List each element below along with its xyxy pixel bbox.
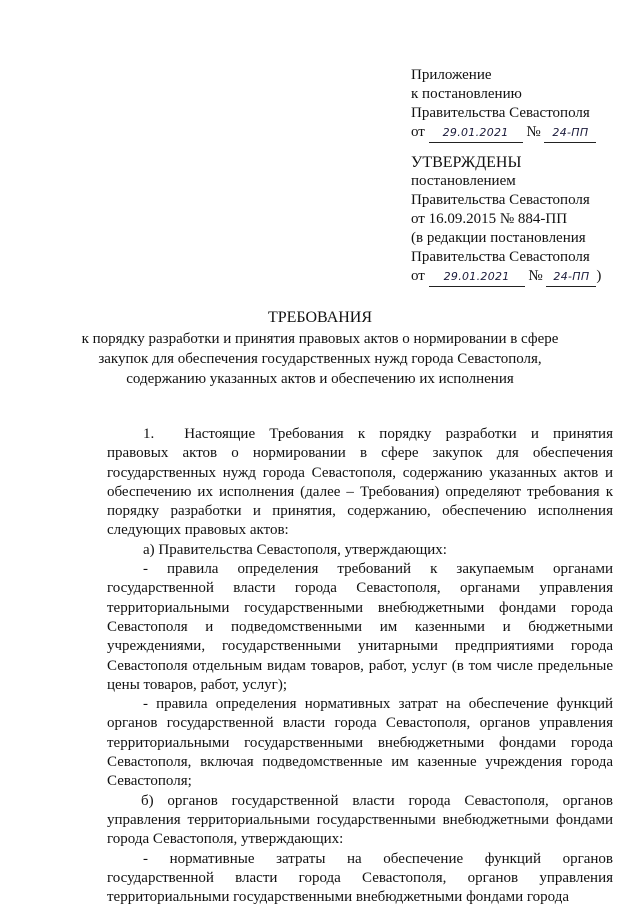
approved-heading: УТВЕРЖДЕНЫ (411, 154, 522, 171)
appendix-number-prefix: № (526, 124, 541, 140)
paragraph-6: - нормативные затраты на обеспечение функций органов государственной власти города Севастополя, органов управления территориальными государственными внебюджетными фондами города (107, 850, 613, 906)
approved-line-1: постановлением (411, 173, 516, 189)
appendix-number-value: 24-ПП (544, 123, 596, 143)
title-sub-3: содержанию указанных актов и обеспечению их исполнения (126, 371, 514, 387)
approved-closing-paren: ) (596, 268, 602, 284)
appendix-block (411, 66, 596, 143)
appendix-date-prefix: от (411, 124, 425, 140)
appendix-date-value: 29.01.2021 (429, 123, 523, 143)
title-sub-1: к порядку разработки и принятия правовых актов о нормировании в сфере (81, 331, 559, 347)
paragraph-1: 1. Настоящие Требования к порядку разработки и принятия правовых актов о нормировании в сфере закупок для обеспечения государственных нужд города Севастополя, содержанию указанных актов и обеспечению их исполнения (далее – Требования) определяют требования к порядку разработки и принятия, содержанию, обеспечению исполнения следующих правовых актов: (107, 426, 613, 539)
approved-date-prefix: от (411, 268, 425, 284)
appendix-date-line (411, 123, 596, 143)
appendix-line-1: Приложение (411, 67, 492, 83)
approved-date-value: 29.01.2021 (429, 267, 525, 287)
paragraph-3: - правила определения требований к закупаемым органами государственной власти города Севастополя, органами управления территориальными государственными внебюджетными фондами города Севастополя и подведомственными им казенными и бюджетными учреждениями, государственными унитарными предприятиями города Севастополя отдельным видам товаров, работ, услуг (в том числе предельные цены товаров, работ, услуг); (107, 561, 613, 693)
approved-line-3: от 16.09.2015 № 884-ПП (411, 211, 568, 227)
approved-line-5: Правительства Севастополя (411, 249, 590, 265)
document-body (107, 425, 613, 907)
appendix-line-2: к постановлению (411, 86, 522, 102)
title-sub-2: закупок для обеспечения государственных нужд города Севастополя, (98, 351, 542, 367)
appendix-line-3: Правительства Севастополя (411, 105, 590, 121)
paragraph-4: - правила определения нормативных затрат на обеспечение функций органов государственной власти города Севастополя, органов управления территориальными государственными внебюджетными фондами города Севастополя, включая подведомственные им казенные учреждения города Севастополя; (107, 696, 613, 790)
approved-line-2: Правительства Севастополя (411, 192, 590, 208)
paragraph-5: б) органов государственной власти города Севастополя, органов управления территориальными государственными внебюджетными фондами города Севастополя, утверждающих: (107, 792, 613, 848)
approved-line-4: (в редакции постановления (411, 230, 586, 246)
document-title (80, 308, 560, 389)
approved-date-line (411, 267, 601, 287)
title-main: ТРЕБОВАНИЯ (267, 309, 373, 326)
approved-block (411, 153, 601, 287)
paragraph-2: а) Правительства Севастополя, утверждающих: (143, 541, 447, 558)
approved-number-prefix: № (528, 268, 543, 284)
approved-number-value: 24-ПП (546, 267, 596, 287)
